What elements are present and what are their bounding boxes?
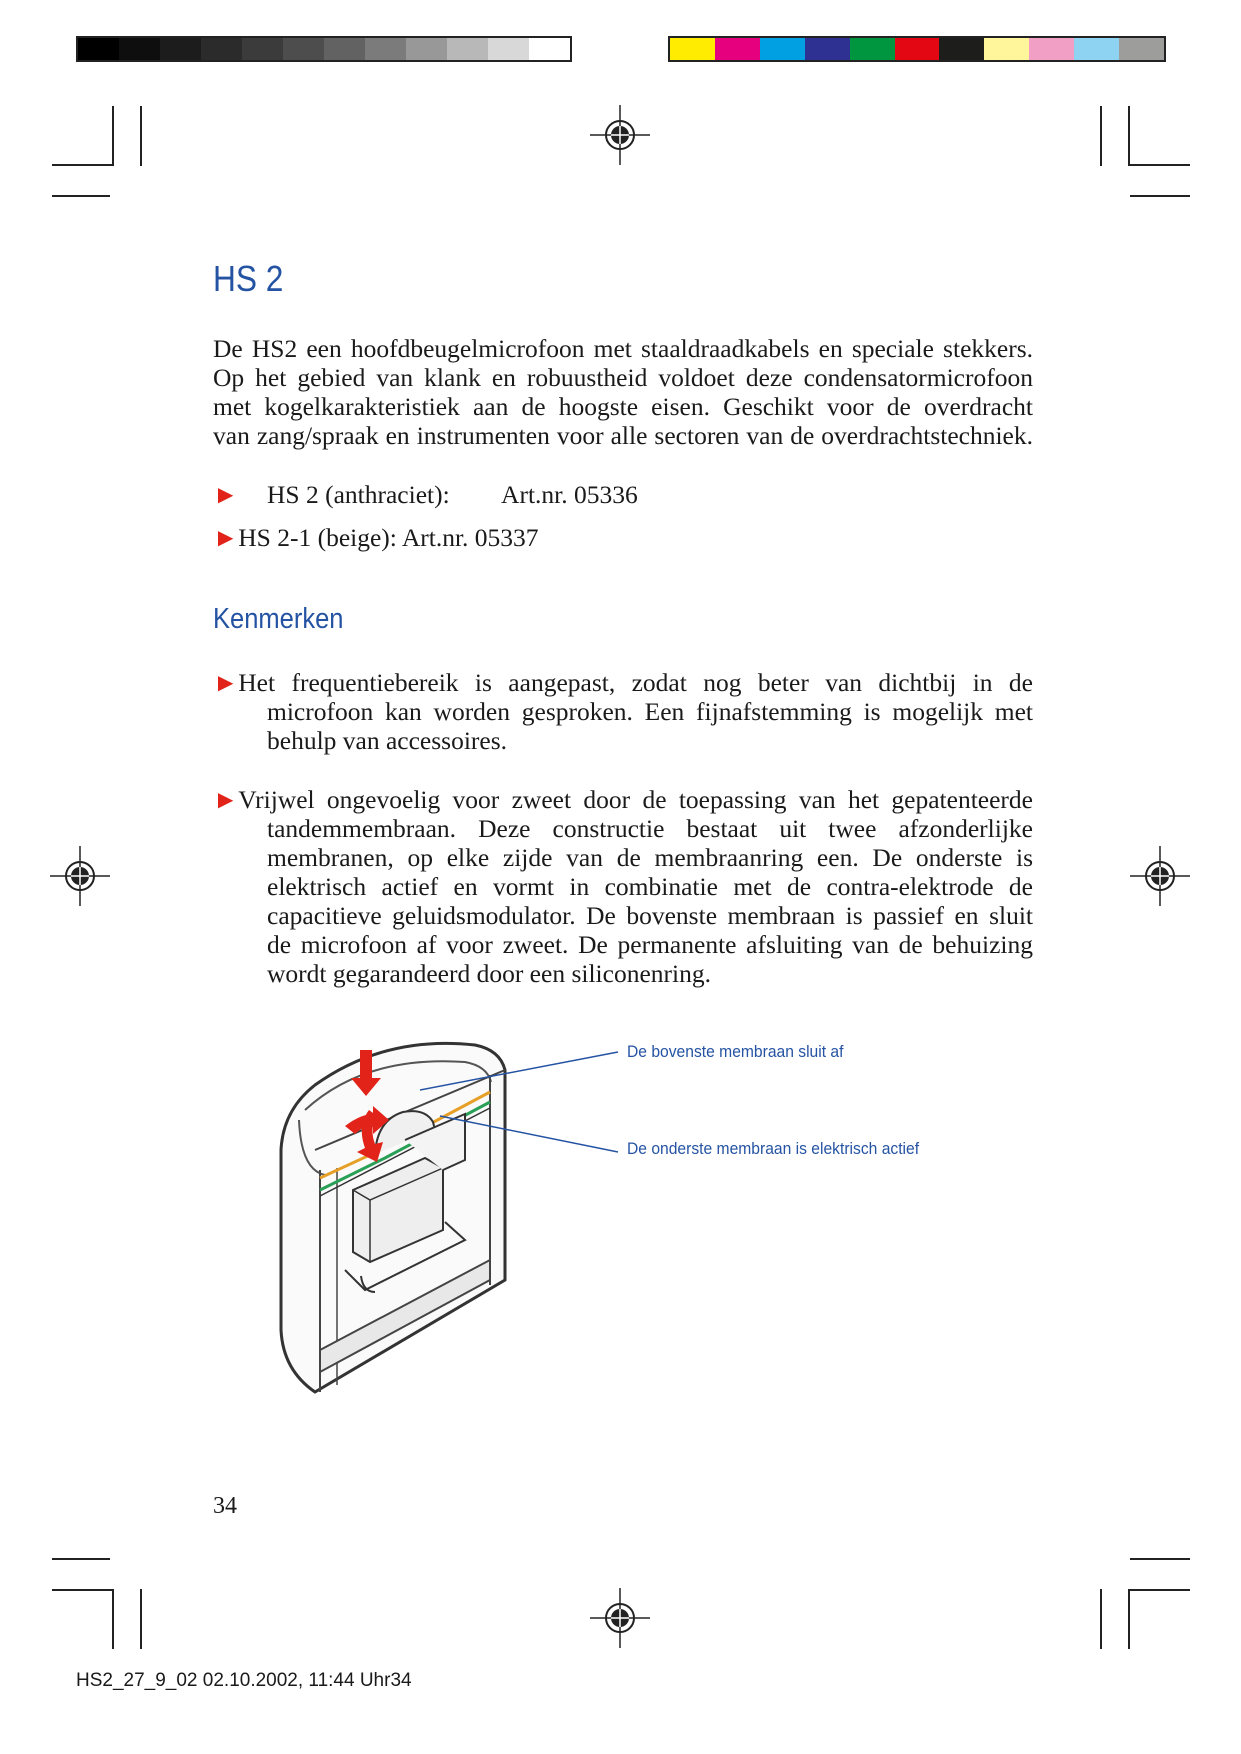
feature-item xyxy=(213,785,1033,988)
intro-line: met kogelkarakteristiek aan de hoogste eisen. Geschikt voor de overdracht xyxy=(213,392,1033,421)
gray-swatch xyxy=(447,38,488,60)
intro-line: van zang/spraak en instrumenten voor alle sectoren van de overdrachtstechniek. xyxy=(213,421,1033,450)
article-number: Art.nr. 05337 xyxy=(401,523,539,552)
registration-mark-left xyxy=(50,846,110,906)
section-heading: Kenmerken xyxy=(213,603,344,635)
color-swatch xyxy=(850,38,895,60)
article-number: Art.nr. 05336 xyxy=(501,480,638,509)
triangle-bullet-icon: ► xyxy=(213,668,239,697)
feature-line: de microfoon af voor zweet. De permanente afsluiting van de behuizing xyxy=(267,930,1033,959)
color-swatch xyxy=(805,38,850,60)
callout-leader-lines xyxy=(420,1040,630,1160)
gray-swatch xyxy=(488,38,529,60)
gray-swatch xyxy=(283,38,324,60)
grayscale-calibration-bar xyxy=(76,36,572,62)
color-swatch xyxy=(939,38,984,60)
triangle-bullet-icon: ► xyxy=(213,523,239,552)
color-swatch xyxy=(984,38,1029,60)
feature-line: wordt gegarandeerd door een siliconenring. xyxy=(267,959,711,988)
print-footer: HS2_27_9_02 02.10.2002, 11:44 Uhr34 xyxy=(76,1670,412,1691)
feature-line: capacitieve geluidsmodulator. De bovenste membraan is passief en sluit xyxy=(267,901,1033,930)
gray-swatch xyxy=(365,38,406,60)
feature-line: behulp van accessoires. xyxy=(267,726,508,755)
feature-item xyxy=(213,668,1033,755)
diagram-caption-top: De bovenste membraan sluit af xyxy=(627,1042,844,1061)
feature-line: ►Het frequentiebereik is aangepast, zodat nog beter van dichtbij in de xyxy=(213,668,1033,697)
gray-swatch xyxy=(242,38,283,60)
diagram-caption-bottom: De onderste membraan is elektrisch actief xyxy=(627,1139,920,1158)
gray-swatch xyxy=(119,38,160,60)
article-item xyxy=(213,480,638,510)
feature-line: elektrisch actief en vormt in combinatie met de contra-elektrode de xyxy=(267,872,1033,901)
feature-line: tandemmembraan. Deze constructie bestaat uit twee afzonderlijke xyxy=(267,814,1033,843)
feature-line: microfoon kan worden gesproken. Een fijnafstemming is mogelijk met xyxy=(267,697,1033,726)
triangle-bullet-icon: ► xyxy=(213,480,239,509)
article-name: HS 2-1 (beige): xyxy=(238,523,397,552)
intro-paragraph xyxy=(213,334,1033,450)
gray-swatch xyxy=(160,38,201,60)
color-swatch xyxy=(895,38,940,60)
color-swatch xyxy=(760,38,805,60)
color-swatch xyxy=(715,38,760,60)
intro-line: De HS2 een hoofdbeugelmicrofoon met staaldraadkabels en speciale stekkers. xyxy=(213,334,1033,363)
gray-swatch xyxy=(78,38,119,60)
feature-line: ►Vrijwel ongevoelig voor zweet door de toepassing van het gepatenteerde xyxy=(213,785,1033,814)
color-swatch xyxy=(1074,38,1119,60)
color-swatch xyxy=(1119,38,1164,60)
page-title: HS 2 xyxy=(213,258,284,299)
registration-mark-bottom xyxy=(590,1588,650,1648)
feature-line: membranen, op elke zijde van de membraanring een. De onderste is xyxy=(267,843,1033,872)
color-calibration-bar xyxy=(668,36,1166,62)
color-swatch xyxy=(670,38,715,60)
gray-swatch xyxy=(201,38,242,60)
gray-swatch xyxy=(529,38,570,60)
gray-swatch xyxy=(324,38,365,60)
color-swatch xyxy=(1029,38,1074,60)
article-name: HS 2 (anthraciet): xyxy=(267,480,450,509)
registration-mark-right xyxy=(1130,846,1190,906)
gray-swatch xyxy=(406,38,447,60)
intro-line: Op het gebied van klank en robuustheid voldoet deze condensatormicrofoon xyxy=(213,363,1033,392)
page-number: 34 xyxy=(213,1493,237,1519)
article-item xyxy=(213,523,539,553)
registration-mark-top xyxy=(590,105,650,165)
triangle-bullet-icon: ► xyxy=(213,785,239,814)
